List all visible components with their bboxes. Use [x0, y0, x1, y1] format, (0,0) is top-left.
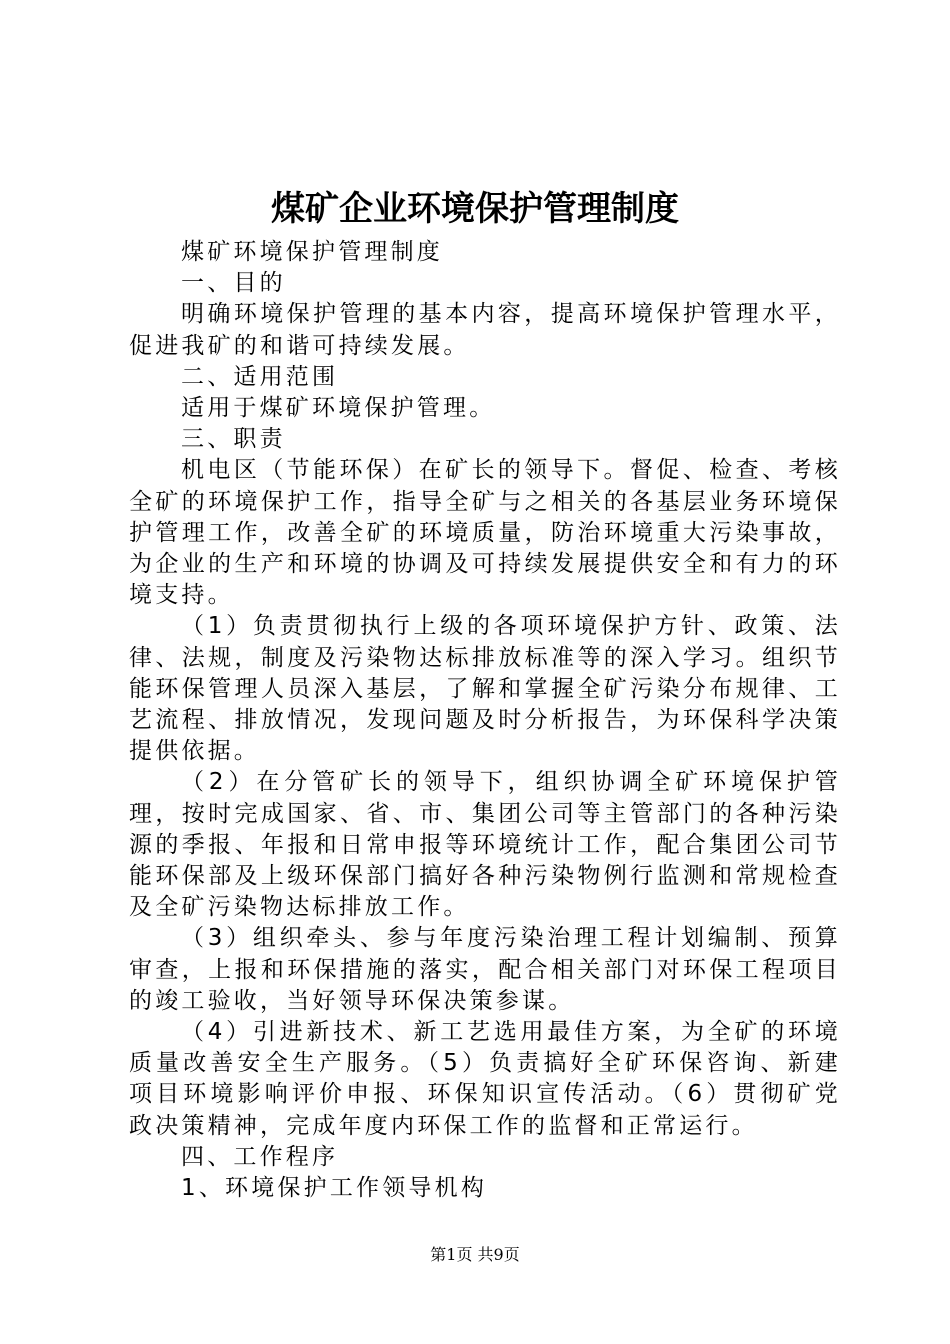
procedure-item-1: 1、环境保护工作领导机构 — [181, 1175, 488, 1202]
section-heading-purpose: 一、目的 — [181, 270, 286, 297]
paragraph-scope: 适用于煤矿环境保护管理。 — [181, 395, 496, 422]
section-heading-duties: 三、职责 — [181, 426, 286, 453]
duty-item-2: （2）在分管矿长的领导下，组织协调全矿环境保护管理，按时完成国家、省、市、集团公司等主管部门的各种污染源的季报、年报和日常申报等环境统计工作，配合集团公司节能环保部及上级环保部门搞好各种污染物例行监测和常规检查及全矿污染物达标排放工作。 — [129, 769, 841, 921]
section-heading-scope: 二、适用范围 — [181, 363, 339, 390]
section-heading-procedure: 四、工作程序 — [181, 1143, 339, 1170]
page-footer: 第1页 共9页 — [430, 1245, 520, 1264]
duty-item-4-6: （4）引进新技术、新工艺选用最佳方案，为全矿的环境质量改善安全生产服务。（5）负责搞好全矿环保咨询、新建项目环境影响评价申报、环保知识宣传活动。（6）贯彻矿党政决策精神，完成年度内环保工作的监督和正常运行。 — [129, 1019, 841, 1139]
paragraph-duties: 机电区（节能环保）在矿长的领导下。督促、检查、考核全矿的环境保护工作，指导全矿与之相关的各基层业务环境保护管理工作，改善全矿的环境质量，防治环境重大污染事故，为企业的生产和环境的协调及可持续发展提供安全和有力的环境支持。 — [129, 457, 841, 609]
paragraph-purpose: 明确环境保护管理的基本内容，提高环境保护管理水平，促进我矿的和谐可持续发展。 — [129, 301, 841, 359]
duty-item-1: （1）负责贯彻执行上级的各项环境保护方针、政策、法律、法规，制度及污染物达标排放标准等的深入学习。组织节能环保管理人员深入基层，了解和掌握全矿污染分布规律、工艺流程、排放情况，发现问题及时分析报告，为环保科学决策提供依据。 — [129, 613, 841, 765]
paragraph-subtitle: 煤矿环境保护管理制度 — [181, 239, 443, 265]
document-title: 煤矿企业环境保护管理制度 — [271, 189, 679, 229]
document-body — [129, 237, 841, 1204]
duty-item-3: （3）组织牵头、参与年度污染治理工程计划编制、预算审查，上报和环保措施的落实，配合相关部门对环保工程项目的竣工验收，当好领导环保决策参谋。 — [129, 925, 841, 1014]
